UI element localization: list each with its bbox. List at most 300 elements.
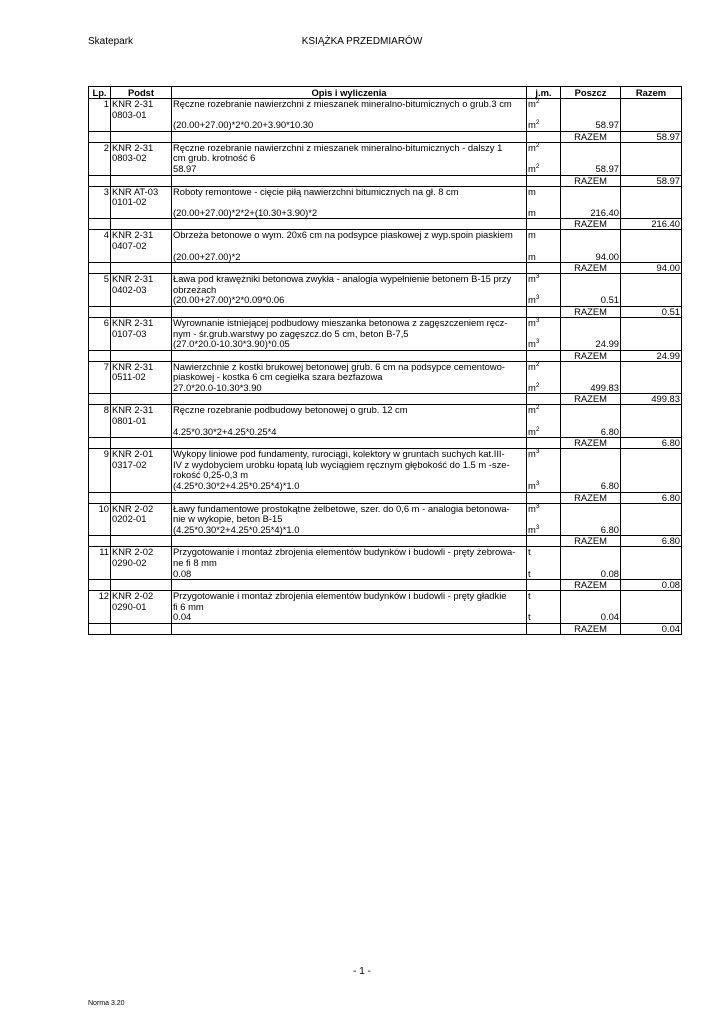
item-calculation: (4.25*0.30*2+4.25*0.25*4)*1.0 [172, 481, 527, 492]
calc-podst-empty [111, 383, 172, 394]
calc-razem-empty [621, 525, 682, 536]
item-poszcz: 94.00 [561, 252, 621, 263]
item-poszcz: 0.08 [561, 569, 621, 580]
item-poszcz: 0.04 [561, 612, 621, 623]
razem-label: RAZEM [561, 623, 621, 634]
item-razem-row [89, 394, 682, 405]
unit-exponent: 2 [535, 98, 540, 105]
item-calc-row [89, 164, 682, 175]
calc-unit [527, 208, 561, 219]
calc-unit [527, 339, 561, 350]
razem-desc-empty [172, 438, 527, 449]
item-razem: 58.97 [621, 131, 682, 142]
item-razem-row [89, 175, 682, 186]
calc-unit-base: m [528, 338, 536, 350]
item-lp [89, 153, 111, 164]
calc-unit-exponent: 3 [535, 294, 540, 302]
item-podst: 0101-02 [111, 197, 172, 208]
calc-podst-empty [111, 612, 172, 623]
razem-label: RAZEM [561, 175, 621, 186]
item-description: Nawierzchnie z kostki brukowej betonowej grub. 6 cm na podsypce cementowo- [172, 361, 527, 372]
calc-unit [527, 427, 561, 438]
item-calc-row [89, 569, 682, 580]
item-lp [89, 416, 111, 427]
item-poszcz-empty [561, 503, 621, 514]
calc-razem-empty [621, 120, 682, 131]
item-razem-empty [621, 361, 682, 372]
item-description: nie w wykopie, beton B-15 [172, 514, 527, 525]
calc-unit-exponent: 2 [535, 381, 540, 389]
calc-podst-empty [111, 427, 172, 438]
razem-unit-empty [527, 492, 561, 503]
razem-desc-empty [172, 394, 527, 405]
item-poszcz-empty [561, 558, 621, 569]
calc-lp-empty [89, 569, 111, 580]
razem-desc-empty [172, 536, 527, 547]
calc-razem-empty [621, 164, 682, 175]
calc-unit-base: m [528, 480, 536, 492]
unit-base: m [528, 316, 536, 328]
item-razem-row [89, 438, 682, 449]
razem-desc-empty [172, 131, 527, 142]
item-razem-empty [621, 372, 682, 383]
item-calculation: (20.00+27.00)*2*0.20+3.90*10.30 [172, 120, 527, 131]
item-razem: 0.51 [621, 306, 682, 317]
item-description: ne fi 8 mm [172, 558, 527, 569]
item-poszcz-empty [561, 99, 621, 110]
razem-label: RAZEM [561, 438, 621, 449]
project-name: Skatepark [88, 36, 134, 47]
razem-label: RAZEM [561, 263, 621, 274]
item-lp [89, 110, 111, 121]
item-calc-row [89, 383, 682, 394]
razem-podst-empty [111, 263, 172, 274]
calc-lp-empty [89, 295, 111, 306]
item-description: IV z wydobyciem urobku łopatą lub wyciągiem ręcznym głębokość do 1.5 m -sze- [172, 460, 527, 471]
item-description: rokość 0,25-0,3 m [172, 470, 527, 481]
item-unit [527, 602, 561, 613]
razem-podst-empty [111, 438, 172, 449]
table-body [89, 99, 682, 635]
calc-lp-empty [89, 164, 111, 175]
item-desc-row [89, 241, 682, 252]
calc-podst-empty [111, 252, 172, 263]
item-calc-row [89, 525, 682, 536]
calc-unit [527, 295, 561, 306]
razem-lp-empty [89, 350, 111, 361]
item-razem: 0.04 [621, 623, 682, 634]
item-unit [527, 142, 561, 153]
item-lp [89, 460, 111, 471]
item-lp: 2 [89, 142, 111, 153]
calc-razem-empty [621, 612, 682, 623]
item-razem-row [89, 263, 682, 274]
razem-lp-empty [89, 306, 111, 317]
item-razem-empty [621, 602, 682, 613]
unit-exponent: 3 [535, 448, 540, 456]
item-calc-row [89, 295, 682, 306]
item-podst: 0803-01 [111, 110, 172, 121]
calc-razem-empty [621, 252, 682, 263]
razem-unit-empty [527, 536, 561, 547]
item-razem: 499.83 [621, 394, 682, 405]
item-razem-empty [621, 503, 682, 514]
item-description: Wykopy liniowe pod fundamenty, rurociągi, kolektory w gruntach suchych kat.III- [172, 449, 527, 460]
item-podst: KNR 2-02 [111, 547, 172, 558]
item-calc-row [89, 481, 682, 492]
razem-podst-empty [111, 394, 172, 405]
razem-unit-empty [527, 131, 561, 142]
item-calculation: 0.04 [172, 612, 527, 623]
item-razem-empty [621, 416, 682, 427]
item-podst: 0402-03 [111, 285, 172, 296]
razem-lp-empty [89, 580, 111, 591]
item-lp [89, 197, 111, 208]
col-header-podst: Podst [111, 87, 172, 99]
calc-unit-base: m [528, 425, 536, 437]
unit-base: t [528, 546, 531, 558]
item-podst: KNR 2-02 [111, 591, 172, 602]
razem-podst-empty [111, 536, 172, 547]
razem-lp-empty [89, 219, 111, 230]
item-description: Ręczne rozebranie nawierzchni z mieszanek mineralno-bitumicznych o grub.3 cm [172, 99, 527, 110]
item-poszcz: 6.80 [561, 525, 621, 536]
razem-desc-empty [172, 175, 527, 186]
calc-podst-empty [111, 164, 172, 175]
item-lp: 12 [89, 591, 111, 602]
item-razem-empty [621, 329, 682, 340]
razem-unit-empty [527, 438, 561, 449]
item-lp [89, 372, 111, 383]
calc-unit-base: m [528, 162, 536, 174]
unit-exponent: 2 [535, 404, 540, 412]
calc-lp-empty [89, 525, 111, 536]
item-unit [527, 186, 561, 197]
page-number: - 1 - [353, 966, 371, 977]
item-description: Ławy fundamentowe prostokątne żelbetowe, szer. do 0,6 m - analogia betonowa- [172, 503, 527, 514]
item-razem-empty [621, 460, 682, 471]
unit-base: m [528, 273, 536, 285]
item-desc-row [89, 186, 682, 197]
calc-unit [527, 252, 561, 263]
item-razem: 94.00 [621, 263, 682, 274]
item-description: Przygotowanie i montaż zbrojenia elementów budynków i budowli - pręty gładkie [172, 591, 527, 602]
item-desc-row [89, 230, 682, 241]
razem-desc-empty [172, 306, 527, 317]
item-lp: 9 [89, 449, 111, 460]
unit-base: t [528, 590, 531, 602]
item-poszcz-empty [561, 317, 621, 328]
item-poszcz-empty [561, 230, 621, 241]
item-podst: KNR 2-31 [111, 142, 172, 153]
razem-desc-empty [172, 492, 527, 503]
razem-unit-empty [527, 623, 561, 634]
item-description: piaskowej - kostka 6 cm cegiełka szara bezfazowa [172, 372, 527, 383]
calc-lp-empty [89, 383, 111, 394]
item-description: Roboty remontowe - cięcie piłą nawierzchni bitumicznych na gł. 8 cm [172, 186, 527, 197]
item-calculation: (27.0*20.0-10.30*3.90)*0.05 [172, 339, 527, 350]
item-poszcz-empty [561, 186, 621, 197]
item-razem: 24.99 [621, 350, 682, 361]
col-header-jm: j.m. [527, 87, 561, 99]
item-unit [527, 317, 561, 328]
estimate-table [88, 86, 682, 635]
item-unit [527, 547, 561, 558]
calc-unit-base: m [528, 294, 536, 306]
item-description: Ręczne rozebranie nawierzchni z mieszanek mineralno-bitumicznych - dalszy 1 [172, 142, 527, 153]
razem-desc-empty [172, 263, 527, 274]
unit-base: m [528, 98, 536, 109]
item-razem-row [89, 131, 682, 142]
razem-unit-empty [527, 580, 561, 591]
item-podst: 0511-02 [111, 372, 172, 383]
item-podst: 0407-02 [111, 241, 172, 252]
item-podst: KNR 2-31 [111, 230, 172, 241]
razem-label: RAZEM [561, 219, 621, 230]
calc-unit-exponent: 2 [535, 425, 540, 433]
item-lp: 3 [89, 186, 111, 197]
razem-lp-empty [89, 623, 111, 634]
razem-lp-empty [89, 175, 111, 186]
calc-unit [527, 569, 561, 580]
razem-lp-empty [89, 263, 111, 274]
calc-unit-base: t [528, 611, 531, 623]
item-lp: 11 [89, 547, 111, 558]
calc-unit [527, 481, 561, 492]
item-lp [89, 602, 111, 613]
item-razem-empty [621, 186, 682, 197]
item-lp: 4 [89, 230, 111, 241]
item-unit [527, 503, 561, 514]
item-razem-row [89, 492, 682, 503]
item-razem-row [89, 536, 682, 547]
item-razem-empty [621, 558, 682, 569]
calc-podst-empty [111, 339, 172, 350]
item-podst: 0290-01 [111, 602, 172, 613]
item-razem-empty [621, 230, 682, 241]
item-lp [89, 558, 111, 569]
col-header-lp: Lp. [89, 87, 111, 99]
item-podst: KNR 2-31 [111, 361, 172, 372]
item-razem: 216.40 [621, 219, 682, 230]
item-razem-empty [621, 241, 682, 252]
razem-label: RAZEM [561, 536, 621, 547]
item-description: Ława pod krawężniki betonowa zwykła - analogia wypełnienie betonem B-15 przy [172, 274, 527, 285]
calc-lp-empty [89, 481, 111, 492]
item-razem: 58.97 [621, 175, 682, 186]
item-poszcz: 0.51 [561, 295, 621, 306]
calc-unit-exponent: 3 [535, 523, 540, 531]
unit-base: m [528, 404, 536, 416]
calc-unit-base: m [528, 523, 536, 535]
unit-base: m [528, 229, 536, 241]
calc-lp-empty [89, 427, 111, 438]
col-header-opis: Opis i wyliczenia [172, 87, 527, 99]
item-calculation: (20.00+27.00)*2 [172, 252, 527, 263]
calc-unit [527, 383, 561, 394]
calc-unit-base: t [528, 567, 531, 579]
unit-base: m [528, 502, 536, 514]
item-unit [527, 449, 561, 460]
software-version: Norma 3.20 [88, 1000, 125, 1007]
calc-razem-empty [621, 427, 682, 438]
razem-podst-empty [111, 580, 172, 591]
calc-unit-exponent: 3 [535, 480, 540, 488]
calc-unit-base: m [528, 206, 536, 218]
calc-unit-base: m [528, 250, 536, 262]
calc-razem-empty [621, 481, 682, 492]
calc-lp-empty [89, 120, 111, 131]
item-razem: 6.80 [621, 438, 682, 449]
calc-podst-empty [111, 481, 172, 492]
item-calc-row [89, 208, 682, 219]
document-title: KSIĄŻKA PRZEDMIARÓW [301, 36, 423, 47]
item-description: Ręczne rozebranie podbudowy betonowej o grub. 12 cm [172, 405, 527, 416]
item-razem-empty [621, 99, 682, 110]
calc-unit [527, 120, 561, 131]
item-desc-row [89, 558, 682, 569]
item-razem-empty [621, 449, 682, 460]
razem-label: RAZEM [561, 394, 621, 405]
item-podst: KNR 2-31 [111, 274, 172, 285]
item-podst: KNR 2-31 [111, 317, 172, 328]
item-lp [89, 470, 111, 481]
item-calculation: (20.00+27.00)*2*2+(10.30+3.90)*2 [172, 208, 527, 219]
item-calculation: (20.00+27.00)*2*0.09*0.06 [172, 295, 527, 306]
unit-exponent: 3 [535, 502, 540, 510]
calc-lp-empty [89, 612, 111, 623]
razem-unit-empty [527, 350, 561, 361]
razem-unit-empty [527, 219, 561, 230]
item-unit [527, 361, 561, 372]
item-poszcz-empty [561, 274, 621, 285]
item-podst: 0801-01 [111, 416, 172, 427]
item-podst: 0202-01 [111, 514, 172, 525]
item-calculation: 27.0*20.0-10.30*3.90 [172, 383, 527, 394]
item-unit [527, 230, 561, 241]
razem-podst-empty [111, 219, 172, 230]
item-desc-row [89, 405, 682, 416]
item-desc-row [89, 317, 682, 328]
razem-desc-empty [172, 219, 527, 230]
item-lp: 8 [89, 405, 111, 416]
item-razem-row [89, 350, 682, 361]
item-poszcz: 499.83 [561, 383, 621, 394]
razem-desc-empty [172, 580, 527, 591]
calc-podst-empty [111, 525, 172, 536]
calc-unit-exponent: 2 [535, 119, 540, 127]
unit-base: m [528, 141, 536, 153]
item-razem-empty [621, 514, 682, 525]
table-header-row [89, 87, 682, 99]
item-description: nym - śr.grub.warstwy po zagęszcz.do 5 cm, beton B-7,5 [172, 329, 527, 340]
razem-podst-empty [111, 306, 172, 317]
item-lp [89, 285, 111, 296]
razem-lp-empty [89, 438, 111, 449]
calc-unit-exponent: 2 [535, 162, 540, 170]
razem-label: RAZEM [561, 492, 621, 503]
razem-label: RAZEM [561, 350, 621, 361]
item-razem-empty [621, 197, 682, 208]
calc-unit-base: m [528, 119, 536, 131]
razem-label: RAZEM [561, 306, 621, 317]
item-calc-row [89, 252, 682, 263]
item-podst: KNR 2-02 [111, 503, 172, 514]
item-calculation: 0.08 [172, 569, 527, 580]
item-poszcz-empty [561, 449, 621, 460]
item-podst: KNR 2-31 [111, 99, 172, 110]
item-poszcz: 58.97 [561, 120, 621, 131]
calc-lp-empty [89, 208, 111, 219]
unit-exponent: 3 [535, 316, 540, 324]
item-description: Obrzeża betonowe o wym. 20x6 cm na podsypce piaskowej z wyp.spoin piaskiem [172, 230, 527, 241]
item-razem-row [89, 580, 682, 591]
item-desc-row [89, 99, 682, 110]
razem-lp-empty [89, 492, 111, 503]
item-unit [527, 274, 561, 285]
item-description: cm grub. krotność 6 [172, 153, 527, 164]
item-calc-row [89, 427, 682, 438]
item-lp: 1 [89, 99, 111, 110]
item-razem-row [89, 623, 682, 634]
item-calculation: 58.97 [172, 164, 527, 175]
razem-unit-empty [527, 394, 561, 405]
item-lp: 5 [89, 274, 111, 285]
razem-lp-empty [89, 131, 111, 142]
item-podst: KNR 2-31 [111, 405, 172, 416]
item-poszcz-empty [561, 591, 621, 602]
item-podst: KNR AT-03 [111, 186, 172, 197]
calc-unit [527, 612, 561, 623]
razem-desc-empty [172, 350, 527, 361]
item-lp: 10 [89, 503, 111, 514]
item-unit [527, 591, 561, 602]
item-poszcz-empty [561, 405, 621, 416]
item-description: Wyrownanie istniejącej podbudowy mieszanka betonowa z zagęszczeniem ręcz- [172, 317, 527, 328]
item-description: fi 6 mm [172, 602, 527, 613]
item-unit [527, 558, 561, 569]
unit-exponent: 3 [535, 273, 540, 281]
item-razem-empty [621, 547, 682, 558]
item-razem: 6.80 [621, 492, 682, 503]
item-lp [89, 241, 111, 252]
item-razem-empty [621, 153, 682, 164]
unit-base: m [528, 448, 536, 460]
item-razem: 6.80 [621, 536, 682, 547]
item-unit [527, 405, 561, 416]
item-poszcz: 24.99 [561, 339, 621, 350]
razem-label: RAZEM [561, 131, 621, 142]
item-calc-row [89, 612, 682, 623]
razem-unit-empty [527, 263, 561, 274]
item-calculation: 4.25*0.30*2+4.25*0.25*4 [172, 427, 527, 438]
calc-razem-empty [621, 569, 682, 580]
calc-podst-empty [111, 208, 172, 219]
unit-exponent: 2 [535, 360, 540, 368]
item-podst: KNR 2-01 [111, 449, 172, 460]
item-razem-empty [621, 285, 682, 296]
item-calc-row [89, 339, 682, 350]
razem-podst-empty [111, 131, 172, 142]
item-lp [89, 514, 111, 525]
calc-razem-empty [621, 383, 682, 394]
item-poszcz: 58.97 [561, 164, 621, 175]
razem-label: RAZEM [561, 580, 621, 591]
item-poszcz: 216.40 [561, 208, 621, 219]
item-podst [111, 470, 172, 481]
razem-podst-empty [111, 350, 172, 361]
item-unit [527, 460, 561, 471]
